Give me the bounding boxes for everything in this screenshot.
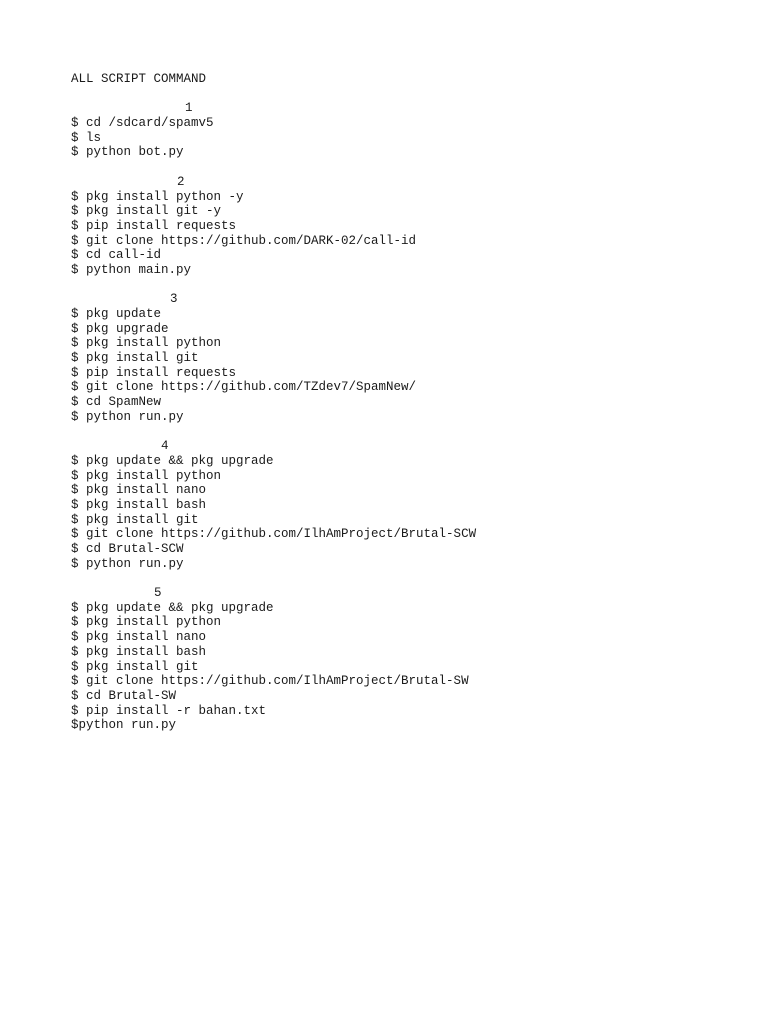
section-3 (71, 292, 751, 424)
command-line: $ pip install requests (71, 365, 237, 380)
section-number: 3 (170, 292, 178, 307)
command-line: $ python main.py (71, 262, 192, 277)
command-line: $ python run.py (71, 556, 184, 571)
command-line: $ cd SpamNew (71, 395, 162, 410)
spacer (71, 87, 751, 102)
command-line: $ cd Brutal-SW (71, 688, 177, 703)
command-line: $ pkg install bash (71, 644, 207, 659)
command-line: $ ls (71, 130, 102, 145)
document-page (71, 72, 751, 733)
command-line: $ cd /sdcard/spamv5 (71, 116, 214, 131)
spacer (71, 571, 751, 586)
command-line: $ pkg install bash (71, 497, 207, 512)
section-5 (71, 586, 751, 733)
command-line: $ pkg install git -y (71, 204, 222, 219)
command-line: $ pkg install python (71, 468, 222, 483)
command-line: $ pip install -r bahan.txt (71, 703, 267, 718)
command-line: $ pkg install python (71, 336, 222, 351)
command-line: $ python run.py (71, 409, 184, 424)
command-line: $ cd call-id (71, 248, 162, 263)
command-line: $ pkg upgrade (71, 321, 169, 336)
command-line: $ pkg install python -y (71, 189, 244, 204)
command-line: $ cd Brutal-SCW (71, 542, 184, 556)
command-line: $ pkg update && pkg upgrade (71, 453, 274, 468)
command-line: $ pkg install git (71, 659, 199, 674)
command-line: $ pkg install nano (71, 630, 207, 645)
section-number: 5 (154, 586, 162, 601)
spacer (71, 160, 751, 175)
command-line: $ pkg install git (71, 512, 199, 527)
command-line: $ pkg install nano (71, 483, 207, 498)
document-title: ALL SCRIPT COMMAND (71, 72, 207, 86)
section-number: 4 (161, 439, 169, 454)
command-line: $ pkg install python (71, 615, 222, 630)
command-line: $ pkg update (71, 307, 162, 321)
command-line: $ git clone https://github.com/DARK-02/call-id (71, 233, 417, 248)
section-2 (71, 175, 751, 278)
section-number: 2 (177, 174, 185, 189)
section-4 (71, 439, 751, 571)
command-line: $ pkg install git (71, 351, 199, 366)
section-1 (71, 101, 751, 160)
command-line: $ python bot.py (71, 145, 184, 160)
section-number: 1 (185, 101, 193, 116)
command-line: $ pip install requests (71, 218, 237, 233)
command-line: $python run.py (71, 718, 177, 733)
command-line: $ pkg update && pkg upgrade (71, 600, 274, 615)
spacer (71, 278, 751, 293)
command-line: $ git clone https://github.com/IlhAmProject/Brutal-SCW (71, 527, 477, 542)
command-line: $ git clone https://github.com/IlhAmProject/Brutal-SW (71, 674, 469, 689)
spacer (71, 425, 751, 440)
command-line: $ git clone https://github.com/TZdev7/SpamNew/ (71, 380, 417, 395)
